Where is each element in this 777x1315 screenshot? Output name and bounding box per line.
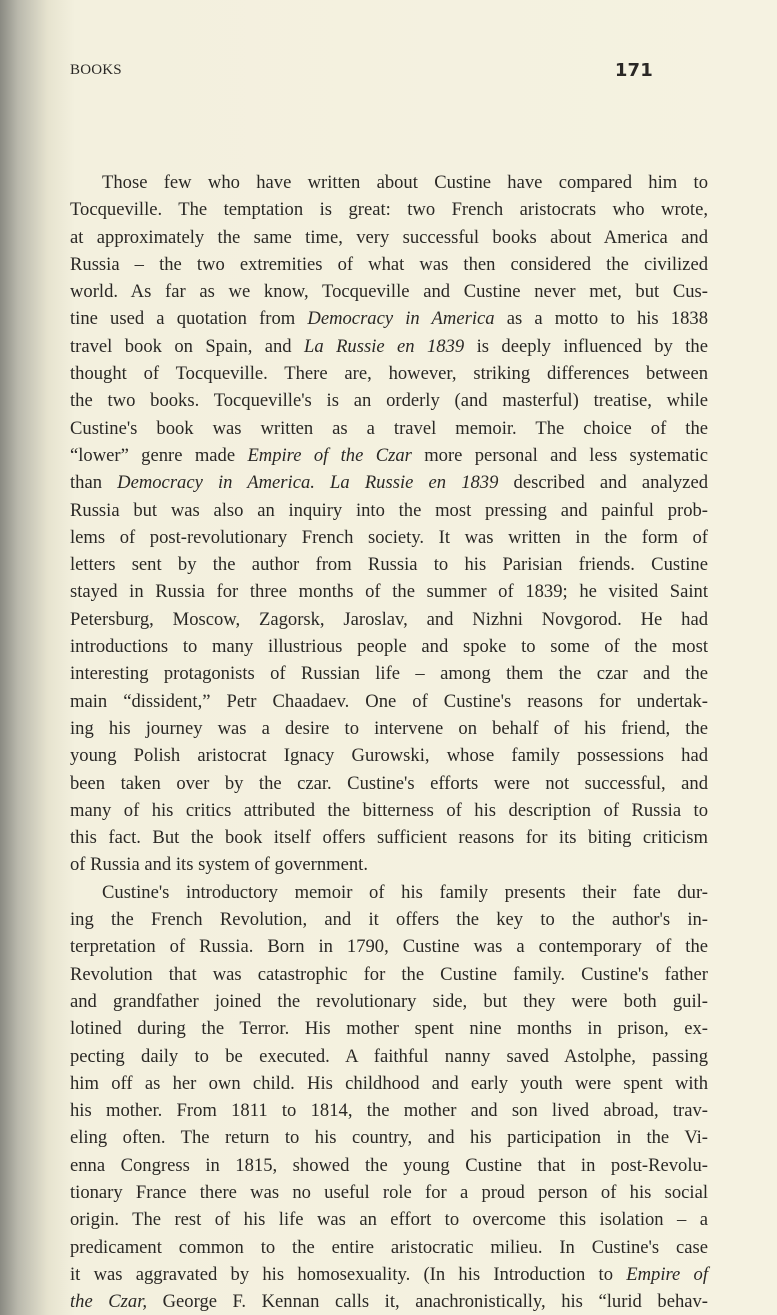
- text-segment: ing his journey was a desire to intervene on behalf of his friend, the: [70, 717, 708, 739]
- italic-title: Empire of: [626, 1263, 708, 1285]
- italic-title: Democracy in America. La Russie en 1839: [117, 472, 499, 494]
- text-line: [70, 278, 708, 305]
- text-line: [70, 1124, 708, 1151]
- text-line: [70, 988, 708, 1015]
- text-segment: Russia – the two extremities of what was then considered the civilized: [70, 253, 708, 275]
- text-segment: than: [70, 472, 118, 494]
- text-line: [70, 524, 708, 551]
- text-line: [70, 442, 708, 469]
- text-line: [70, 551, 708, 578]
- text-segment: interesting protagonists of Russian life – among them the czar and the: [70, 663, 708, 685]
- text-segment: the two books. Tocqueville's is an orderly (and masterful) treatise, while: [70, 390, 708, 412]
- text-segment: thought of Tocqueville. There are, however, striking differences between: [70, 363, 708, 385]
- text-segment: pecting daily to be executed. A faithful nanny saved Astolphe, passing: [70, 1045, 708, 1067]
- text-line: [70, 606, 708, 633]
- text-line: [70, 1097, 708, 1124]
- text-segment: and grandfather joined the revolutionary side, but they were both guil-: [70, 990, 708, 1012]
- text-line: [70, 469, 708, 496]
- text-segment: Petersburg, Moscow, Zagorsk, Jaroslav, and Nizhni Novgorod. He had: [70, 608, 708, 630]
- text-line: [70, 906, 708, 933]
- text-line: [70, 633, 708, 660]
- text-line: [70, 1288, 708, 1315]
- text-segment: Custine's book was written as a travel memoir. The choice of the: [70, 417, 708, 439]
- text-segment: “lower” genre made: [70, 444, 248, 466]
- text-line: [70, 169, 708, 196]
- text-segment: George F. Kennan calls it, anachronistically, his “lurid behav-: [147, 1291, 709, 1313]
- text-line: [70, 1179, 708, 1206]
- italic-title: the Czar,: [70, 1291, 148, 1313]
- text-line: [70, 224, 708, 251]
- text-line: [70, 251, 708, 278]
- text-line: [70, 1015, 708, 1042]
- text-segment: young Polish aristocrat Ignacy Gurowski, whose family possessions had: [70, 745, 708, 767]
- text-segment: eling often. The return to his country, and his participation in the Vi-: [70, 1127, 708, 1149]
- text-line: [70, 1206, 708, 1233]
- text-segment: Custine's introductory memoir of his family presents their fate dur-: [102, 881, 708, 903]
- text-segment: travel book on Spain, and: [70, 335, 305, 357]
- text-segment: lotined during the Terror. His mother spent nine months in prison, ex-: [70, 1018, 708, 1040]
- text-line: [70, 1070, 708, 1097]
- text-segment: enna Congress in 1815, showed the young Custine that in post-Revolu-: [70, 1154, 708, 1176]
- body-text: [70, 169, 708, 1315]
- text-segment: Those few who have written about Custine have compared him to: [102, 172, 708, 193]
- text-segment: at approximately the same time, very successful books about America and: [70, 226, 708, 248]
- text-segment: main “dissident,” Petr Chaadaev. One of Custine's reasons for undertak-: [70, 690, 708, 712]
- text-segment: him off as her own child. His childhood and early youth were spent with: [70, 1072, 708, 1094]
- text-line: [70, 360, 708, 387]
- text-line: [70, 415, 708, 442]
- text-segment: described and analyzed: [498, 472, 708, 494]
- italic-title: Democracy in America: [307, 308, 495, 330]
- text-segment: this fact. But the book itself offers sufficient reasons for its biting criticism: [70, 827, 708, 849]
- text-line: [70, 660, 708, 687]
- text-segment: his mother. From 1811 to 1814, the mother and son lived abroad, trav-: [70, 1100, 708, 1122]
- text-segment: Russia but was also an inquiry into the most pressing and painful prob-: [70, 499, 708, 521]
- text-line: [70, 824, 708, 851]
- text-line: [70, 961, 708, 988]
- text-segment: origin. The rest of his life was an effort to overcome this isolation – a: [70, 1209, 708, 1231]
- text-segment: tine used a quotation from: [70, 308, 308, 330]
- text-line: [70, 387, 708, 414]
- text-segment: it was aggravated by his homosexuality. (In his Introduction to: [70, 1263, 627, 1285]
- text-segment: of Russia and its system of government.: [70, 854, 368, 876]
- text-segment: introductions to many illustrious people and spoke to some of the most: [70, 636, 708, 658]
- text-line: [70, 879, 708, 906]
- text-segment: Revolution that was catastrophic for the Custine family. Custine's father: [70, 963, 708, 985]
- text-segment: lems of post-revolutionary French society. It was written in the form of: [70, 526, 708, 548]
- text-line: [70, 1152, 708, 1179]
- text-line: [70, 333, 708, 360]
- text-segment: world. As far as we know, Tocqueville and Custine never met, but Cus-: [70, 281, 708, 303]
- text-segment: as a motto to his 1838: [494, 308, 708, 330]
- text-segment: is deeply influenced by the: [464, 335, 708, 357]
- text-segment: ing the French Revolution, and it offers the key to the author's in-: [70, 909, 708, 931]
- text-line: [70, 196, 708, 223]
- text-segment: Tocqueville. The temptation is great: two French aristocrats who wrote,: [70, 199, 708, 221]
- text-segment: letters sent by the author from Russia to his Parisian friends. Custine: [70, 554, 708, 576]
- text-segment: stayed in Russia for three months of the summer of 1839; he visited Saint: [70, 581, 708, 603]
- italic-title: La Russie en 1839: [304, 335, 465, 357]
- text-segment: predicament common to the entire aristocratic milieu. In Custine's case: [70, 1236, 708, 1258]
- text-segment: terpretation of Russia. Born in 1790, Custine was a contemporary of the: [70, 936, 708, 958]
- text-segment: been taken over by the czar. Custine's efforts were not successful, and: [70, 772, 708, 794]
- text-line: [70, 933, 708, 960]
- text-line: [70, 688, 708, 715]
- text-line: [70, 1234, 708, 1261]
- text-line: [70, 1261, 708, 1288]
- page-number: 171: [614, 60, 653, 81]
- text-line: [70, 770, 708, 797]
- text-line: [70, 497, 708, 524]
- text-segment: many of his critics attributed the bitterness of his description of Russia to: [70, 799, 708, 821]
- text-line: [70, 851, 708, 878]
- text-line: [70, 1043, 708, 1070]
- text-line: [70, 578, 708, 605]
- italic-title: Empire of the Czar: [247, 444, 412, 466]
- text-line: [70, 742, 708, 769]
- text-segment: more personal and less systematic: [411, 444, 709, 466]
- text-line: [70, 715, 708, 742]
- text-line: [70, 305, 708, 332]
- text-line: [70, 797, 708, 824]
- running-head: BOOKS: [70, 62, 122, 78]
- text-segment: tionary France there was no useful role for a proud person of his social: [70, 1181, 708, 1203]
